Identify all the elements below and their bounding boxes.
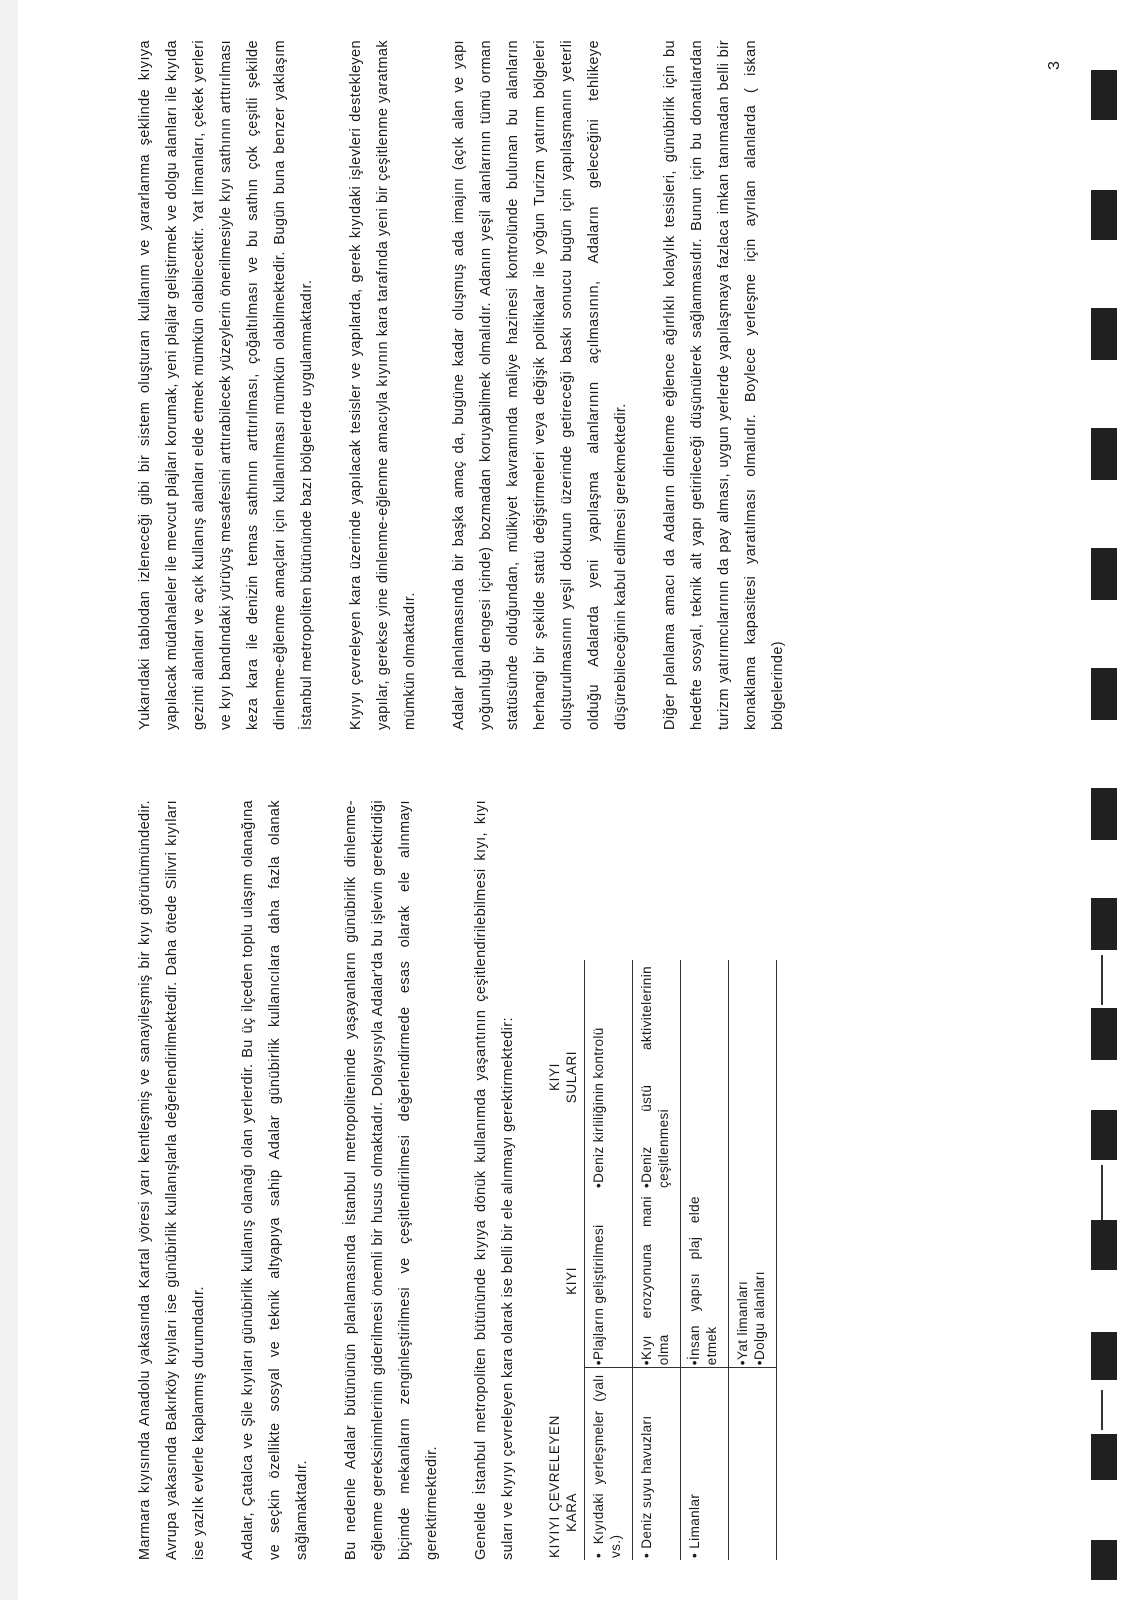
paragraph-bu-nedenle: Bu nedenle Adalar bütününün planlamasında İstanbul metropoliteninde yaşayanların günübirlik dinlenme-eğlenme gereksinimlerinin giderilmesi önemli bir husus olmaktadır. Dolayısıyla Adalar'da bu işlevin gerektirdiği biçimde mekanların zenginleştirilmesi ve çeşitlendirilmesi değerlendirmede esas olarak ele alınmayı gerektirmektedir.	[343, 800, 440, 1560]
paragraph-adalar-catalca-sile: Adalar, Çatalca ve Şile kıyıları günübirlik kullanış olanağı olan yerlerdir. Bu üç ilçeden toplu ulaşım olanağına ve seçkin özellikte sosyal ve teknik altyapıya sahip Adalar günübirlik kullanıcılara daha fazla olanak sağlamaktadır.	[240, 800, 310, 1560]
cell-shore: •Yat limanları •Dolgu alanları	[729, 1190, 777, 1368]
cell-water: •Deniz kirliliğinin kontrolü	[585, 960, 633, 1190]
left-column	[132, 800, 777, 1560]
binding-hole	[1091, 1008, 1117, 1060]
cell-water: •Deniz üstü aktivitelerinin çeşitlenmesi	[633, 960, 681, 1190]
binding-hole	[1091, 1220, 1117, 1270]
binding-hole	[1091, 308, 1117, 360]
paragraph-kartal: Marmara kıyısında Anadolu yakasında Kartal yöresi yarı kentleşmiş ve sanayileşmiş bir kıyı görünümündedir. Avrupa yakasında Bakırköy kıyıları ise günübirlik kullanışlarla değerlendirilmektedir. Daha ötede Silivri kıyıları ise yazlık evlerle kaplanmış durumdadır.	[137, 800, 207, 1560]
binding-hole	[1091, 1332, 1117, 1380]
binding-hole	[1091, 428, 1117, 480]
binding-holes	[1085, 0, 1127, 1600]
binding-hole	[1091, 898, 1117, 950]
header-land	[544, 1368, 585, 1560]
binding-hole	[1091, 190, 1117, 240]
binding-hole	[1091, 788, 1117, 840]
header-water	[544, 960, 585, 1190]
binding-hole	[1091, 70, 1117, 120]
coast-use-table	[544, 960, 777, 1560]
cell-land: • Kıyıdaki yerleşmeler (yalı vs.)	[585, 1368, 633, 1560]
paragraph-diger-planlama: Diğer planlama amacı da Adaların dinlenme eğlence ağırlıklı kolaylık tesisleri, günübirlik için bu hedefte sosyal, teknik alt yapı getirileceği düşünülerek sağlanmasıdır. Bunun için bu donatılardan turizm yatırımcılarının da pay alması, uygun yerlerde yapılaşmaya fazlaca imkan tanımadan belli bir konaklama kapasitesi yaratılması olmalıdır. Boylece yerleşme için ayrılan alanlarda ( iskan bölgelerinde)	[662, 40, 786, 730]
cell-land: • Deniz suyu havuzları	[633, 1368, 681, 1560]
cell-water	[729, 960, 777, 1190]
binding-line	[1101, 1165, 1103, 1220]
table-row	[729, 960, 777, 1560]
scan-edge	[0, 0, 18, 1600]
cell-shore: •Plajların geliştirilmesi	[585, 1190, 633, 1368]
paragraph-genelde: Genelde İstanbul metropoliten bütününde kıyıya dönük kullanımda yaşantının çeşitlendirilebilmesi kıyı, kıyı suları ve kıyıyı çevreleyen kara olarak ise belli bir ele alınmayı gerektirmektedir:	[473, 800, 516, 1560]
paragraph-yukaridaki-tablo: Yukarıdaki tablodan izleneceği gibi bir sistem oluşturan kullanım ve yararlanma şeklinde kıyıya yapılacak müdahaleler ile mevcut plajları korumak, yeni plajlar geliştirmek ve dolgu alanları ile kıyıda gezinti alanları ve açık kullanış alanları elde etmek mümkün olabilecektir. Yat limanları, çekek yerleri ve kıyı bandındaki yürüyüş mesafesini arttırabilecek yüzeylerin önerilmesiyle kıyı sathının arttırılması keza kara ile denizin temas sathının arttırılması, çoğaltılması ve bu sathın çok çeşitli şekilde dinlenme-eğlenme amaçları için kullanılması mümkün olabilmektedir. Bugün buna benzer yaklaşım İstanbul metropoliten bütününde bazı bölgelerde uygulanmaktadır.	[137, 40, 315, 730]
binding-line	[1101, 955, 1103, 1005]
header-water-line2: SULARI	[564, 1050, 579, 1104]
binding-hole	[1091, 668, 1117, 720]
header-land-line2: KARA	[564, 1492, 579, 1532]
table-row	[633, 960, 681, 1560]
header-land-line1: KIYIYI ÇEVRELEYEN	[547, 1415, 562, 1558]
cell-shore: •Kıyı erozyonuna mani olma	[633, 1190, 681, 1368]
right-column	[132, 40, 814, 730]
binding-line	[1101, 1390, 1103, 1430]
page-number: 3	[1046, 61, 1063, 70]
table-header-row	[544, 960, 585, 1560]
paragraph-adalar-planlamasi: Adalar planlamasında bir başka amaç da, bugüne kadar oluşmuş ada imajını (açık alan ve yapı yoğunluğu dengesi içinde) bozmadan koruyabilmek olmalıdır. Adanın yeşil alanlarının tümü orman statüsünde olduğundan, mülkiyet kavramında maliye hazinesi kontrolünde bulunan bu alanların herhangi bir şekilde statü değiştirmeleri veya değişik politikalar ile yoğun Turizm yatırım bölgeleri oluşturulmasının yeşil dokunun üzerinde getireceği baskı sonucu bugün için yapılaşmanın yeterli olduğu Adalarda yeni yapılaşma alanlarının açılmasının, Adaların geleceğini tehlikeye düşürebileceğinin kabul edilmesi gerekmektedir.	[451, 40, 629, 730]
cell-shore: •İnsan yapısı plaj elde etmek	[681, 1190, 729, 1368]
cell-water	[681, 960, 729, 1190]
binding-hole	[1091, 548, 1117, 600]
binding-hole	[1091, 1540, 1117, 1580]
table-row	[585, 960, 633, 1560]
cell-land	[729, 1368, 777, 1560]
cell-land: • Limanlar	[681, 1368, 729, 1560]
paragraph-kiyiyi-cevreleyen: Kıyıyı çevreleyen kara üzerinde yapılacak tesisler ve yapılarda, gerek kıyıdaki işlevleri destekleyen yapılar, gerekse yine dinlenme-eğlenme amacıyla kıyının kara tarafında yeni bir çeşitlenme yaratmak mümkün olmaktadır.	[348, 40, 418, 730]
header-water-line1: KIYI	[547, 1063, 562, 1091]
binding-hole	[1091, 1434, 1117, 1480]
binding-hole	[1091, 1110, 1117, 1160]
table-row	[681, 960, 729, 1560]
header-shore: KIYI	[544, 1190, 585, 1368]
